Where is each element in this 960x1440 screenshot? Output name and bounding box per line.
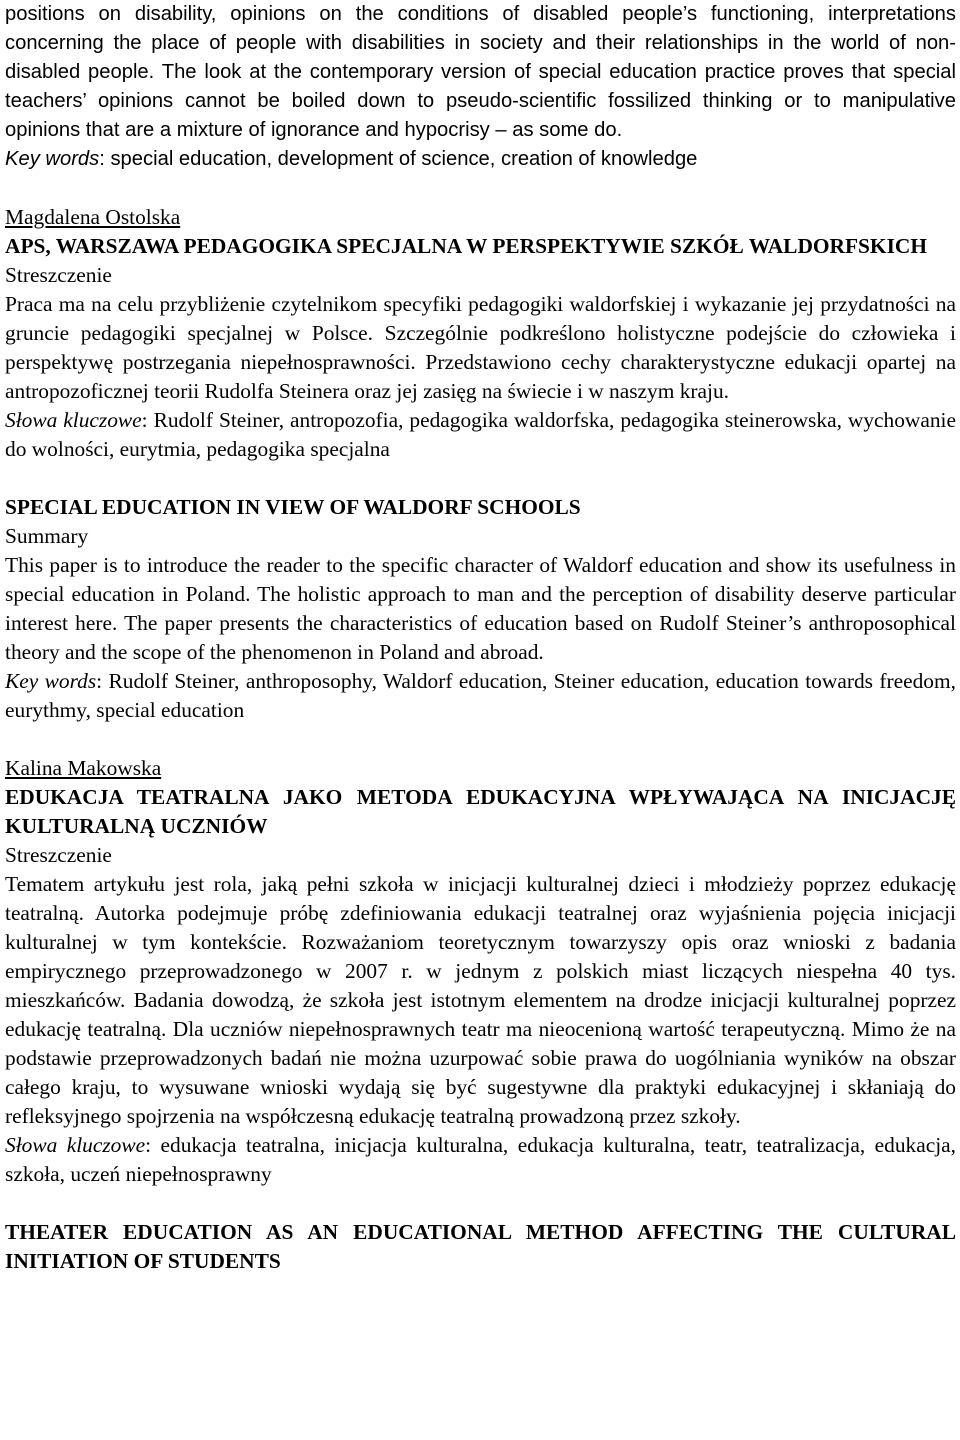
article1-en-abstract: This paper is to introduce the reader to the specific character of Waldorf education and show its usefulness in special education in Poland. The holistic approach to man and the perception of disability deserve particular interest here. The paper presents the characteristics of education based on Rudolf Steiner’s anthroposophical theory and the scope of the phenomenon in Poland and abroad. [5,553,956,664]
article1-pl-keywords [5,406,956,464]
keywords-text: : Rudolf Steiner, antropozofia, pedagogika waldorfska, pedagogika steinerowska, wychowanie do wolności, eurytmia, pedagogika specjalna [5,408,956,461]
article1-en-heading: Summary [5,524,89,548]
article2-pl-keywords [5,1131,956,1189]
article1-author: Magdalena Ostolska [5,205,181,229]
article1-en-keywords [5,667,956,725]
keywords-label: Słowa kluczowe [5,1133,146,1157]
article1-pl-title: APS, WARSZAWA PEDAGOGIKA SPECJALNA W PERSPEKTYWIE SZKÓŁ WALDORFSKICH [5,234,927,258]
keywords-text: : Rudolf Steiner, anthroposophy, Waldorf education, Steiner education, education towards freedom, eurythmy, special education [5,669,956,722]
intro-abstract: positions on disability, opinions on the conditions of disabled people’s functioning, interpretations concerning the place of people with disabilities in society and their relationships in the world of non-disabled people. The look at the contemporary version of special education practice proves that special teachers’ opinions cannot be boiled down to pseudo-scientific fossilized thinking or to manipulative opinions that are a mixture of ignorance and hypocrisy – as some do. [5,3,956,141]
keywords-text: : special education, development of science, creation of knowledge [99,148,698,170]
keywords-label: Key words [5,148,100,170]
article1-en-title: SPECIAL EDUCATION IN VIEW OF WALDORF SCHOOLS [5,495,581,519]
article2-pl-title: EDUKACJA TEATRALNA JAKO METODA EDUKACYJNA WPŁYWAJĄCA NA INICJACJĘ KULTURALNĄ UCZNIÓW [5,785,956,838]
intro-keywords [5,145,956,174]
article1-pl-heading: Streszczenie [5,263,112,287]
article2-pl-abstract: Tematem artykułu jest rola, jaką pełni szkoła w inicjacji kulturalnej dzieci i młodzieży poprzez edukację teatralną. Autorka podejmuje próbę zdefiniowania edukacji teatralnej oraz wyjaśnienia pojęcia inicjacji kulturalnej w tym kontekście. Rozważaniom teoretycznym towarzyszy opis oraz wnioski z badania empirycznego przeprowadzonego w 2007 r. w jednym z polskich miast liczących niespełna 40 tys. mieszkańców. Badania dowodzą, że szkoła jest istotnym elementem na drodze inicjacji kulturalnej poprzez edukację teatralną. Dla uczniów niepełnosprawnych teatr ma nieocenioną wartość terapeutyczną. Mimo że na podstawie przeprowadzonych badań nie można uzurpować sobie prawa do uogólniania wyników na obszar całego kraju, to wysuwane wnioski wydają się być sugestywne dla praktyki edukacyjnej i skłaniają do refleksyjnego spojrzenia na współczesną edukację teatralną prowadzoną przez szkoły. [5,872,956,1128]
spacer [5,1189,956,1218]
keywords-text: : edukacja teatralna, inicjacja kulturalna, edukacja kulturalna, teatr, teatralizacja, edukacja, szkoła, uczeń niepełnosprawny [5,1133,956,1186]
keywords-label: Key words [5,669,97,693]
keywords-label: Słowa kluczowe [5,408,142,432]
spacer [5,464,956,493]
article2-pl-heading: Streszczenie [5,843,112,867]
article1-pl-abstract: Praca ma na celu przybliżenie czytelnikom specyfiki pedagogiki waldorfskiej i wykazanie jej przydatności na gruncie pedagogiki specjalnej w Polsce. Szczególnie podkreślono holistyczne podejście do człowieka i perspektywę postrzegania niepełnosprawności. Przedstawiono cechy charakterystyczne edukacji opartej na antropozoficznej teorii Rudolfa Steinera oraz jej zasięg na świecie i w naszym kraju. [5,292,956,403]
spacer [5,174,956,203]
article2-en-title: THEATER EDUCATION AS AN EDUCATIONAL METHOD AFFECTING THE CULTURAL INITIATION OF STUDENTS [5,1220,956,1273]
article2-author: Kalina Makowska [5,756,162,780]
document-page [5,0,956,1276]
spacer [5,725,956,754]
